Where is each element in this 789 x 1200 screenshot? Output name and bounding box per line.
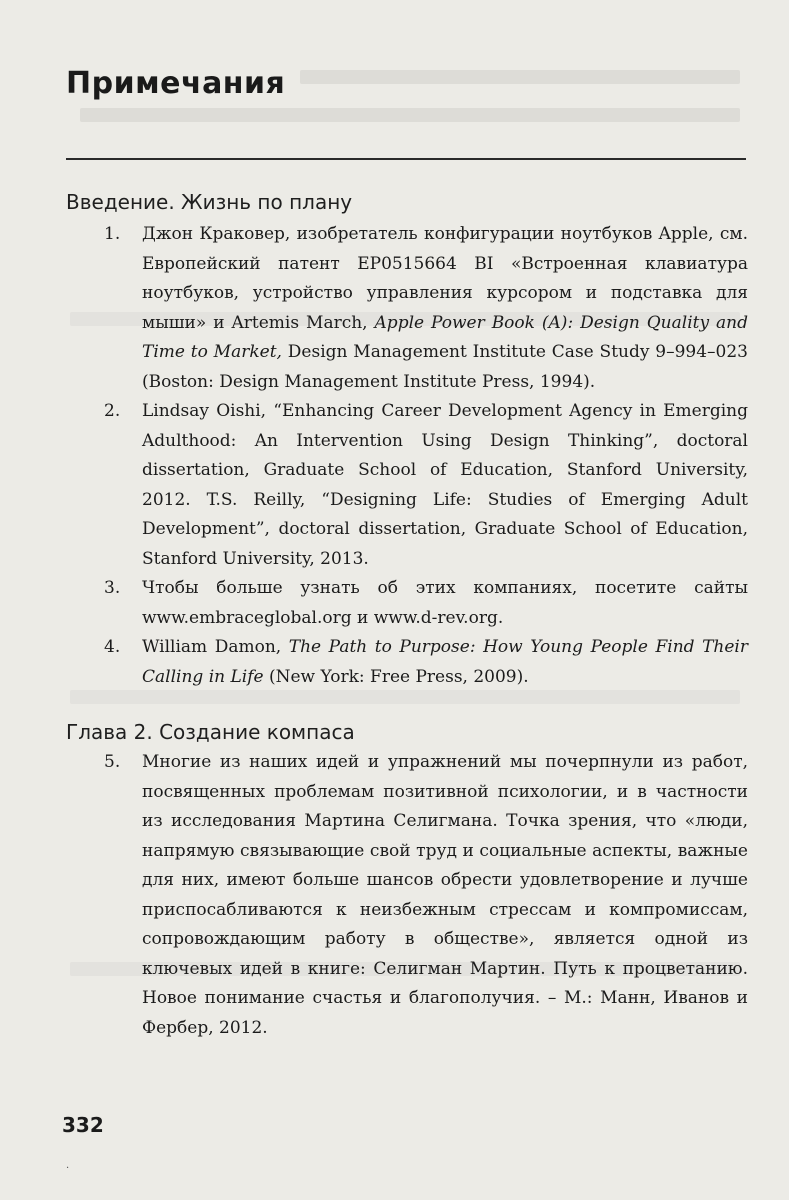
page-title: Примечания xyxy=(66,66,286,101)
note-text: Lindsay Oishi, “Enhancing Career Development Agency in Emerging Adulthood: An Intervention Using Design Thinking”, doctoral dissertation, Graduate School of Education, Stanford University, 2012. T.S. Reilly, “Designing Life: Studies of Emerging Adult Development”, doctoral dissertation, Graduate School of Education, Stanford University, 2013. xyxy=(142,401,748,569)
note-text: Чтобы больше узнать об этих компаниях, посетите сайты www.embraceglobal.org и www.d-rev.org. xyxy=(142,578,748,628)
page-number: 332 xyxy=(62,1113,104,1137)
note-text: William Damon, The Path to Purpose: How Young People Find Their Calling in Life (New York: Free Press, 2009). xyxy=(142,637,748,687)
note-3 xyxy=(0,574,789,633)
note-2 xyxy=(0,397,789,574)
note-number: 1. xyxy=(104,224,121,244)
note-1 xyxy=(0,220,789,397)
note-4 xyxy=(0,633,789,692)
show-through-text xyxy=(300,70,740,84)
note-number: 4. xyxy=(104,637,121,657)
show-through-text xyxy=(70,690,740,704)
note-text: Многие из наших идей и упражнений мы почерпнули из работ, посвященных проблемам позитивной психологии, и в частности из исследования Мартина Селигмана. Точка зрения, что «люди, напрямую связывающие свой труд и социальные аспекты, важные для них, имеют больше шансов обрести удовлетворение и лучше приспосабливаются к неизбежным стрессам и компромиссам, сопровождающим работу в обществе», является одной из ключевых идей в книге: Селигман Мартин. Путь к процветанию. Новое понимание счастья и благополучия. – М.: Манн, Иванов и Фербер, 2012. xyxy=(142,752,748,1038)
notes-list-intro xyxy=(0,220,789,692)
note-number: 5. xyxy=(104,752,121,772)
note-number: 3. xyxy=(104,578,121,598)
title-divider xyxy=(66,158,746,160)
note-number: 2. xyxy=(104,401,121,421)
notes-list-chapter-2 xyxy=(0,748,789,1043)
note-text: Джон Краковер, изобретатель конфигурации ноутбуков Apple, см. Европейский патент EP0515664 BI «Встроенная клавиатура ноутбуков, устройство управления курсором и подставка для мыши» и Artemis March, Apple Power Book (A): Design Quality and Time to Market, Design Management Institute Case Study 9–994–023 (Boston: Design Management Institute Press, 1994). xyxy=(142,224,748,392)
print-speck: · xyxy=(66,1163,70,1174)
show-through-text xyxy=(80,108,740,122)
section-heading-intro: Введение. Жизнь по плану xyxy=(66,190,353,214)
section-heading-chapter-2: Глава 2. Создание компаса xyxy=(66,720,355,744)
note-5 xyxy=(0,748,789,1043)
